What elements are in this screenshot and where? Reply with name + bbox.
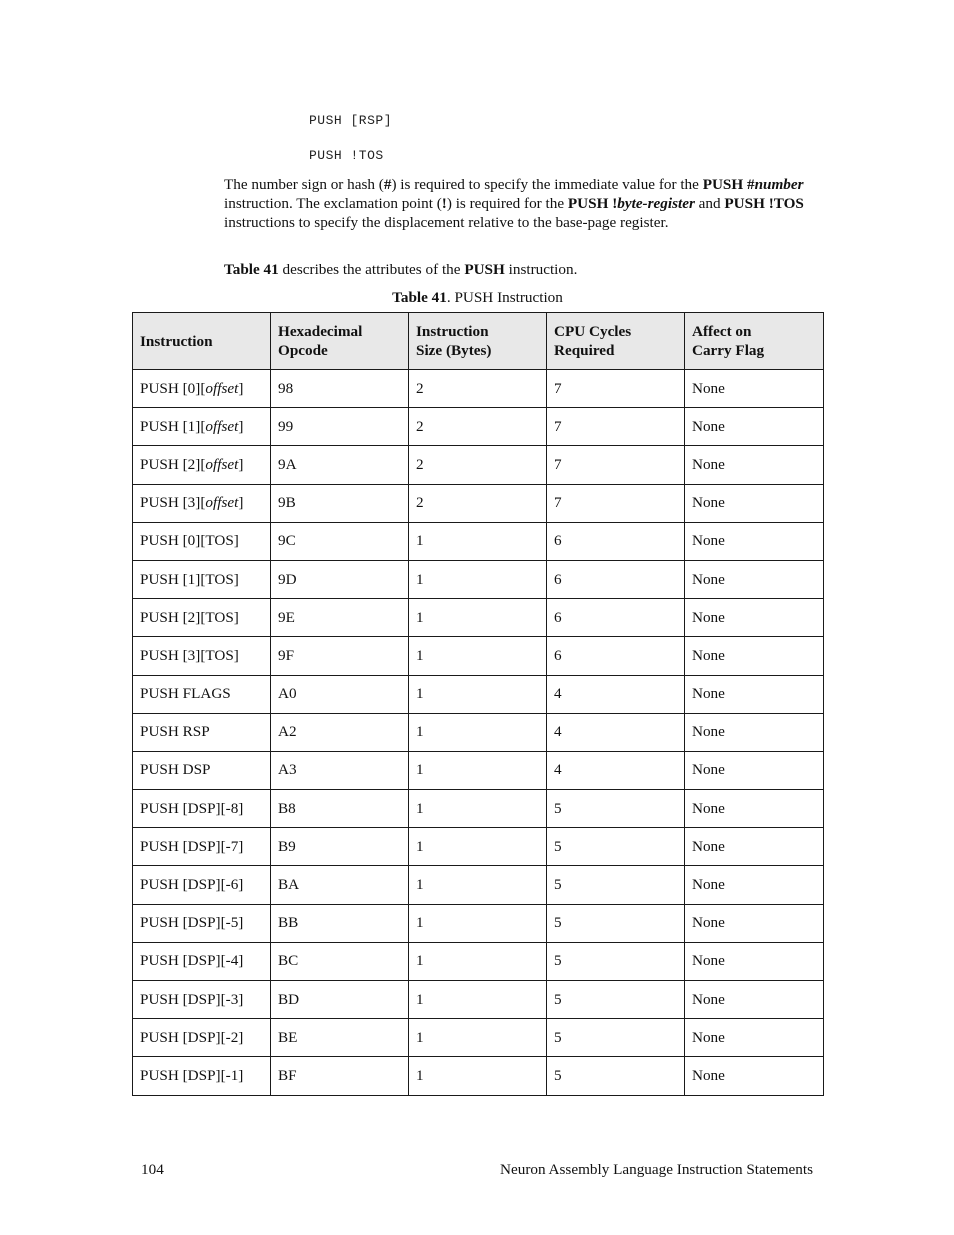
table-row xyxy=(133,446,824,484)
push-keyword: PUSH xyxy=(567,195,609,212)
cell-cycles: 4 xyxy=(547,713,685,751)
instruction-text: PUSH [1][TOS] xyxy=(140,570,239,588)
para-text: ) is required to specify the immediate value for the xyxy=(391,176,703,193)
cell-cycles: 6 xyxy=(547,522,685,560)
table-row xyxy=(133,522,824,560)
cell-size: 2 xyxy=(409,370,547,408)
cell-cycles: 5 xyxy=(547,790,685,828)
instruction-text: PUSH [1][ xyxy=(140,417,206,435)
table-row xyxy=(133,484,824,522)
cell-opcode: B8 xyxy=(271,790,409,828)
cell-carry: None xyxy=(685,560,824,598)
table-row xyxy=(133,751,824,789)
cell-opcode: 9A xyxy=(271,446,409,484)
hash-symbol: # xyxy=(383,176,392,193)
instruction-text: PUSH [3][ xyxy=(140,494,206,512)
cell-instruction xyxy=(133,1019,271,1057)
table-row xyxy=(133,675,824,713)
cell-carry: None xyxy=(685,522,824,560)
cell-opcode: 9F xyxy=(271,637,409,675)
cell-opcode: 9E xyxy=(271,599,409,637)
instruction-close: ] xyxy=(238,455,244,473)
para-text: instruction. The exclamation point ( xyxy=(224,195,442,212)
cell-opcode: A0 xyxy=(271,675,409,713)
cell-size: 1 xyxy=(409,828,547,866)
cell-cycles: 5 xyxy=(547,1019,685,1057)
table-row xyxy=(133,599,824,637)
para-text: instructions to specify the displacement relative to the base-page register. xyxy=(224,214,669,231)
caption-text: . PUSH Instruction xyxy=(446,289,563,306)
header-line: Hexadecimal xyxy=(278,323,363,340)
description-paragraph xyxy=(224,175,819,232)
header-line: Size (Bytes) xyxy=(416,342,492,359)
instruction-text: PUSH [DSP][-6] xyxy=(140,876,244,894)
header-cycles xyxy=(547,313,685,370)
table-row xyxy=(133,1019,824,1057)
cell-cycles: 5 xyxy=(547,866,685,904)
push-tos-keyword: PUSH !TOS xyxy=(724,195,804,212)
cell-opcode: A2 xyxy=(271,713,409,751)
cell-size: 1 xyxy=(409,675,547,713)
cell-instruction xyxy=(133,828,271,866)
cell-size: 1 xyxy=(409,904,547,942)
instruction-close: ] xyxy=(238,494,244,512)
cell-cycles: 4 xyxy=(547,751,685,789)
push-instruction-table xyxy=(132,312,824,1096)
offset-operand: offset xyxy=(205,494,239,512)
header-line: Opcode xyxy=(278,342,328,359)
table-body xyxy=(133,370,824,1096)
instruction-text: PUSH [2][ xyxy=(140,455,206,473)
cell-instruction xyxy=(133,942,271,980)
byte-register-excl: ! xyxy=(612,195,618,212)
table-row xyxy=(133,560,824,598)
header-size xyxy=(409,313,547,370)
table-row xyxy=(133,942,824,980)
offset-operand: offset xyxy=(205,455,239,473)
cell-cycles: 5 xyxy=(547,904,685,942)
cell-carry: None xyxy=(685,599,824,637)
header-instruction xyxy=(133,313,271,370)
cell-cycles: 7 xyxy=(547,484,685,522)
cell-size: 1 xyxy=(409,522,547,560)
cell-size: 1 xyxy=(409,942,547,980)
instruction-text: PUSH [DSP][-8] xyxy=(140,799,244,817)
header-line: Affect on xyxy=(692,323,752,340)
cell-size: 1 xyxy=(409,790,547,828)
cell-carry: None xyxy=(685,1019,824,1057)
para-text: instruction. xyxy=(504,261,578,278)
table-caption xyxy=(133,288,822,307)
header-line: Carry Flag xyxy=(692,342,765,359)
table-row xyxy=(133,828,824,866)
cell-opcode: 9B xyxy=(271,484,409,522)
cell-instruction xyxy=(133,370,271,408)
instruction-text: PUSH [0][TOS] xyxy=(140,532,239,550)
cell-cycles: 7 xyxy=(547,446,685,484)
instruction-text: PUSH [DSP][-4] xyxy=(140,952,244,970)
cell-carry: None xyxy=(685,713,824,751)
cell-instruction xyxy=(133,522,271,560)
header-line: Required xyxy=(554,342,615,359)
cell-cycles: 6 xyxy=(547,560,685,598)
cell-carry: None xyxy=(685,637,824,675)
cell-cycles: 5 xyxy=(547,981,685,1019)
cell-opcode: A3 xyxy=(271,751,409,789)
running-title: Neuron Assembly Language Instruction Statements xyxy=(500,1161,813,1178)
cell-carry: None xyxy=(685,408,824,446)
cell-instruction xyxy=(133,713,271,751)
cell-cycles: 7 xyxy=(547,370,685,408)
table-row xyxy=(133,981,824,1019)
para-text: describes the attributes of the xyxy=(278,261,465,278)
cell-carry: None xyxy=(685,942,824,980)
cell-opcode: 99 xyxy=(271,408,409,446)
cell-carry: None xyxy=(685,370,824,408)
cell-instruction xyxy=(133,637,271,675)
cell-cycles: 4 xyxy=(547,675,685,713)
cell-instruction xyxy=(133,560,271,598)
cell-cycles: 5 xyxy=(547,828,685,866)
cell-opcode: BF xyxy=(271,1057,409,1095)
cell-opcode: BB xyxy=(271,904,409,942)
cell-size: 2 xyxy=(409,484,547,522)
push-keyword: PUSH xyxy=(702,176,744,193)
cell-opcode: B9 xyxy=(271,828,409,866)
cell-instruction xyxy=(133,446,271,484)
cell-opcode: BD xyxy=(271,981,409,1019)
table-intro-paragraph xyxy=(224,260,819,279)
cell-opcode: 9C xyxy=(271,522,409,560)
header-line: Instruction xyxy=(140,332,213,350)
cell-cycles: 6 xyxy=(547,637,685,675)
para-text: The number sign or hash ( xyxy=(224,176,384,193)
caption-label: Table 41 xyxy=(392,289,447,306)
cell-opcode: 98 xyxy=(271,370,409,408)
cell-size: 2 xyxy=(409,408,547,446)
cell-cycles: 5 xyxy=(547,1057,685,1095)
table-row xyxy=(133,713,824,751)
cell-instruction xyxy=(133,751,271,789)
cell-instruction xyxy=(133,904,271,942)
code-line-push-tos: PUSH !TOS xyxy=(309,148,384,163)
table-row xyxy=(133,370,824,408)
table-row xyxy=(133,408,824,446)
page-number: 104 xyxy=(141,1161,164,1178)
exclamation-symbol: ! xyxy=(441,195,447,212)
para-text: ) is required for the xyxy=(446,195,568,212)
cell-instruction xyxy=(133,408,271,446)
offset-operand: offset xyxy=(205,379,239,397)
cell-size: 1 xyxy=(409,713,547,751)
table-reference: Table 41 xyxy=(224,261,279,278)
cell-instruction xyxy=(133,790,271,828)
cell-instruction xyxy=(133,484,271,522)
cell-opcode: 9D xyxy=(271,560,409,598)
instruction-text: PUSH [DSP][-1] xyxy=(140,1066,244,1084)
cell-size: 2 xyxy=(409,446,547,484)
cell-instruction xyxy=(133,599,271,637)
code-line-push-rsp: PUSH [RSP] xyxy=(309,113,393,128)
cell-size: 1 xyxy=(409,1019,547,1057)
cell-size: 1 xyxy=(409,981,547,1019)
cell-cycles: 7 xyxy=(547,408,685,446)
instruction-close: ] xyxy=(238,417,244,435)
byte-register-operand: byte-register xyxy=(617,195,695,212)
cell-size: 1 xyxy=(409,599,547,637)
instruction-text: PUSH RSP xyxy=(140,723,210,741)
instruction-close: ] xyxy=(238,379,244,397)
cell-size: 1 xyxy=(409,1057,547,1095)
cell-instruction xyxy=(133,1057,271,1095)
table-row xyxy=(133,904,824,942)
cell-opcode: BE xyxy=(271,1019,409,1057)
cell-instruction xyxy=(133,675,271,713)
cell-size: 1 xyxy=(409,866,547,904)
instruction-text: PUSH [3][TOS] xyxy=(140,646,239,664)
offset-operand: offset xyxy=(205,417,239,435)
table-row xyxy=(133,1057,824,1095)
instruction-text: PUSH FLAGS xyxy=(140,685,231,703)
cell-carry: None xyxy=(685,790,824,828)
cell-opcode: BA xyxy=(271,866,409,904)
cell-size: 1 xyxy=(409,637,547,675)
cell-cycles: 6 xyxy=(547,599,685,637)
cell-carry: None xyxy=(685,1057,824,1095)
instruction-text: PUSH [2][TOS] xyxy=(140,608,239,626)
table-row xyxy=(133,866,824,904)
cell-instruction xyxy=(133,866,271,904)
instruction-text: PUSH DSP xyxy=(140,761,211,779)
cell-size: 1 xyxy=(409,560,547,598)
cell-instruction xyxy=(133,981,271,1019)
cell-carry: None xyxy=(685,904,824,942)
cell-carry: None xyxy=(685,981,824,1019)
instruction-text: PUSH [DSP][-2] xyxy=(140,1028,244,1046)
table-row xyxy=(133,637,824,675)
cell-carry: None xyxy=(685,484,824,522)
cell-carry: None xyxy=(685,675,824,713)
number-hash: # xyxy=(747,176,755,193)
instruction-text: PUSH [DSP][-3] xyxy=(140,990,244,1008)
table-header-row xyxy=(133,313,824,370)
header-opcode xyxy=(271,313,409,370)
cell-carry: None xyxy=(685,828,824,866)
cell-carry: None xyxy=(685,751,824,789)
number-operand: number xyxy=(754,176,804,193)
push-keyword: PUSH xyxy=(464,261,505,278)
header-line: Instruction xyxy=(416,323,489,340)
para-text: and xyxy=(694,195,725,212)
instruction-text: PUSH [DSP][-5] xyxy=(140,914,244,932)
cell-opcode: BC xyxy=(271,942,409,980)
instruction-text: PUSH [0][ xyxy=(140,379,206,397)
cell-carry: None xyxy=(685,866,824,904)
header-line: CPU Cycles xyxy=(554,323,632,340)
table-row xyxy=(133,790,824,828)
instruction-text: PUSH [DSP][-7] xyxy=(140,837,244,855)
cell-size: 1 xyxy=(409,751,547,789)
cell-carry: None xyxy=(685,446,824,484)
cell-cycles: 5 xyxy=(547,942,685,980)
header-carry xyxy=(685,313,824,370)
